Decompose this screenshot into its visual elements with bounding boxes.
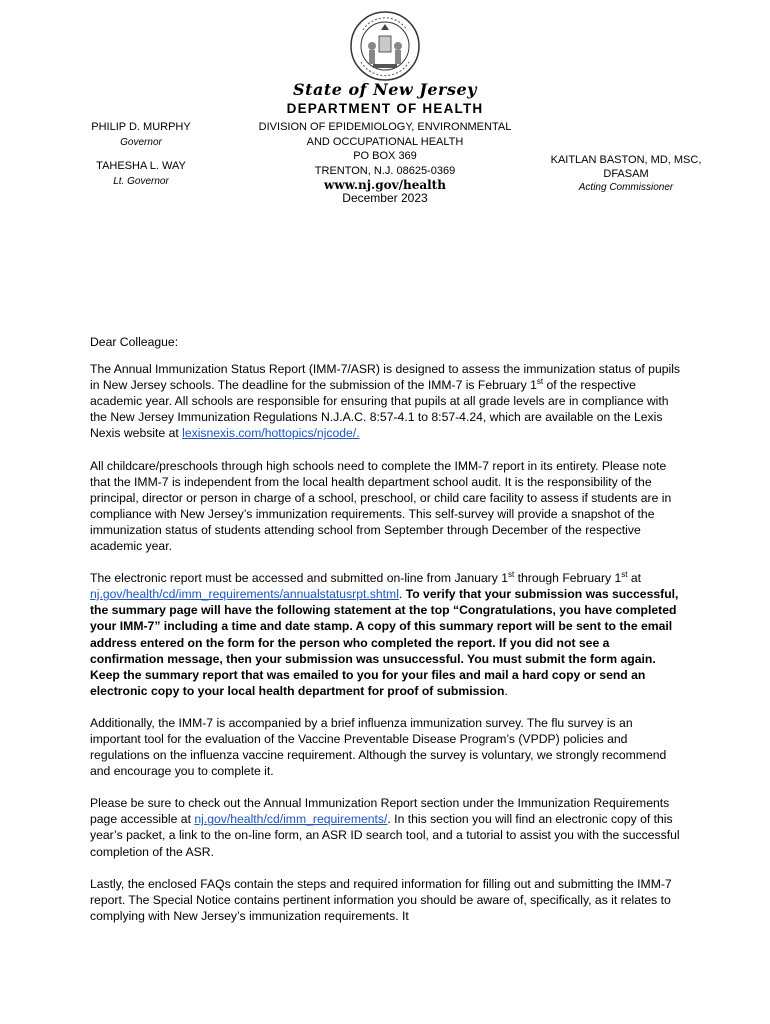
annual-status-report-link[interactable]: nj.gov/health/cd/imm_requirements/annualstatusrpt.shtml: [90, 587, 399, 602]
paragraph-3: The electronic report must be accessed and submitted on-line from January 1st through February 1st at nj.gov/health/cd/imm_requirements/annualstatusrpt.shtml. To verify that your submission was successful, the summary page will have the following statement at the top “Congratulations, you have completed your IMM-7” including a time and date stamp. A copy of this summary report will be sent to the email address entered on the form for the person who completed the report. If you did not see a confirmation message, then your submission was unsuccessful. You must submit the form again. Keep the summary report that was emailed to you for your files and mail a hard copy or send an electronic copy to your local health department for proof of submission.: [90, 570, 679, 698]
imm-requirements-link[interactable]: nj.gov/health/cd/imm_requirements/: [194, 812, 388, 827]
state-seal: [349, 10, 421, 82]
division-line-2: AND OCCUPATIONAL HEALTH: [306, 135, 464, 148]
division-address-block: [240, 120, 530, 193]
website: www.nj.gov/health: [324, 178, 446, 192]
governor-title: Governor: [120, 137, 162, 148]
state-title: State of New Jersey: [293, 80, 477, 99]
letter-body: [90, 334, 680, 940]
lexisnexis-link[interactable]: lexisnexis.com/hottopics/njcode/.: [182, 426, 360, 441]
governor-name: PHILIP D. MURPHY: [91, 121, 191, 133]
city-address: TRENTON, N.J. 08625-0369: [314, 164, 456, 177]
commissioner-block: [528, 153, 724, 195]
lt-governor-name: TAHESHA L. WAY: [96, 160, 186, 172]
division-line-1: DIVISION OF EPIDEMIOLOGY, ENVIRONMENTAL: [258, 121, 512, 133]
lt-governor-title: Lt. Governor: [113, 176, 169, 187]
salutation: Dear Colleague:: [90, 335, 179, 349]
governor-block: [86, 120, 196, 189]
paragraph-4: Additionally, the IMM-7 is accompanied by a brief influenza immunization survey. The flu survey is an important tool for the evaluation of the Vaccine Preventable Disease Program’s (VPDP) policies and regulations on the influenza vaccine requirement. Although the survey is voluntary, we strongly recommend and encourage you to complete it.: [90, 715, 667, 779]
paragraph-5: Please be sure to check out the Annual Immunization Report section under the Immunization Requirements page accessible at nj.gov/health/cd/imm_requirements/. In this section you will find an electronic copy of this year’s packet, a link to the on-line form, an ASR ID search tool, and a tutorial to assist you with the successful completion of the ASR.: [90, 796, 680, 859]
letter-date: December 2023: [342, 191, 428, 205]
department-name: DEPARTMENT OF HEALTH: [286, 101, 484, 116]
submission-verification-text: To verify that your submission was successful, the summary page will have the following statement at the top “Congratulations, you have completed your IMM-7” including a time and date stamp. A copy of this summary report will be sent to the email address entered on the form for the person who completed the report. If you did not see a confirmation message, then your submission was unsuccessful. You must submit the form again. Keep the summary report that was emailed to you for your files and mail a hard copy or send an electronic copy to your local health department for proof of submission: [90, 587, 679, 698]
paragraph-1: The Annual Immunization Status Report (IMM-7/ASR) is designed to assess the immunization status of pupils in New Jersey schools. The deadline for the submission of the IMM-7 is February 1st of the respective academic year. All schools are responsible for ensuring that pupils at all grade levels are in compliance with the New Jersey Immunization Regulations N.J.A.C. 8:57-4.1 to 8:57-4.24, which are available on the Lexis Nexis website at lexisnexis.com/hottopics/njcode/.: [90, 362, 681, 441]
po-box: PO BOX 369: [353, 150, 417, 162]
paragraph-6: Lastly, the enclosed FAQs contain the steps and required information for filling out and submitting the IMM-7 report. The Special Notice contains pertinent information you should be aware of, specifically, as it relates to complying with New Jersey’s immunization requirements. It: [90, 876, 672, 923]
commissioner-title: Acting Commissioner: [578, 182, 674, 193]
paragraph-2: All childcare/preschools through high schools need to complete the IMM-7 report in its entirety. Please note that the IMM-7 is independent from the local health department school audit. It is the responsibility of the principal, director or person in charge of a school, preschool, or child care facility to assess if students are in compliance with New Jersey’s immunization requirements. This self-survey will provide a snapshot of the immunization status of students attending school from September through December of the respective academic year.: [90, 458, 672, 554]
commissioner-name: KAITLAN BASTON, MD, MSC, DFASAM: [550, 154, 702, 180]
